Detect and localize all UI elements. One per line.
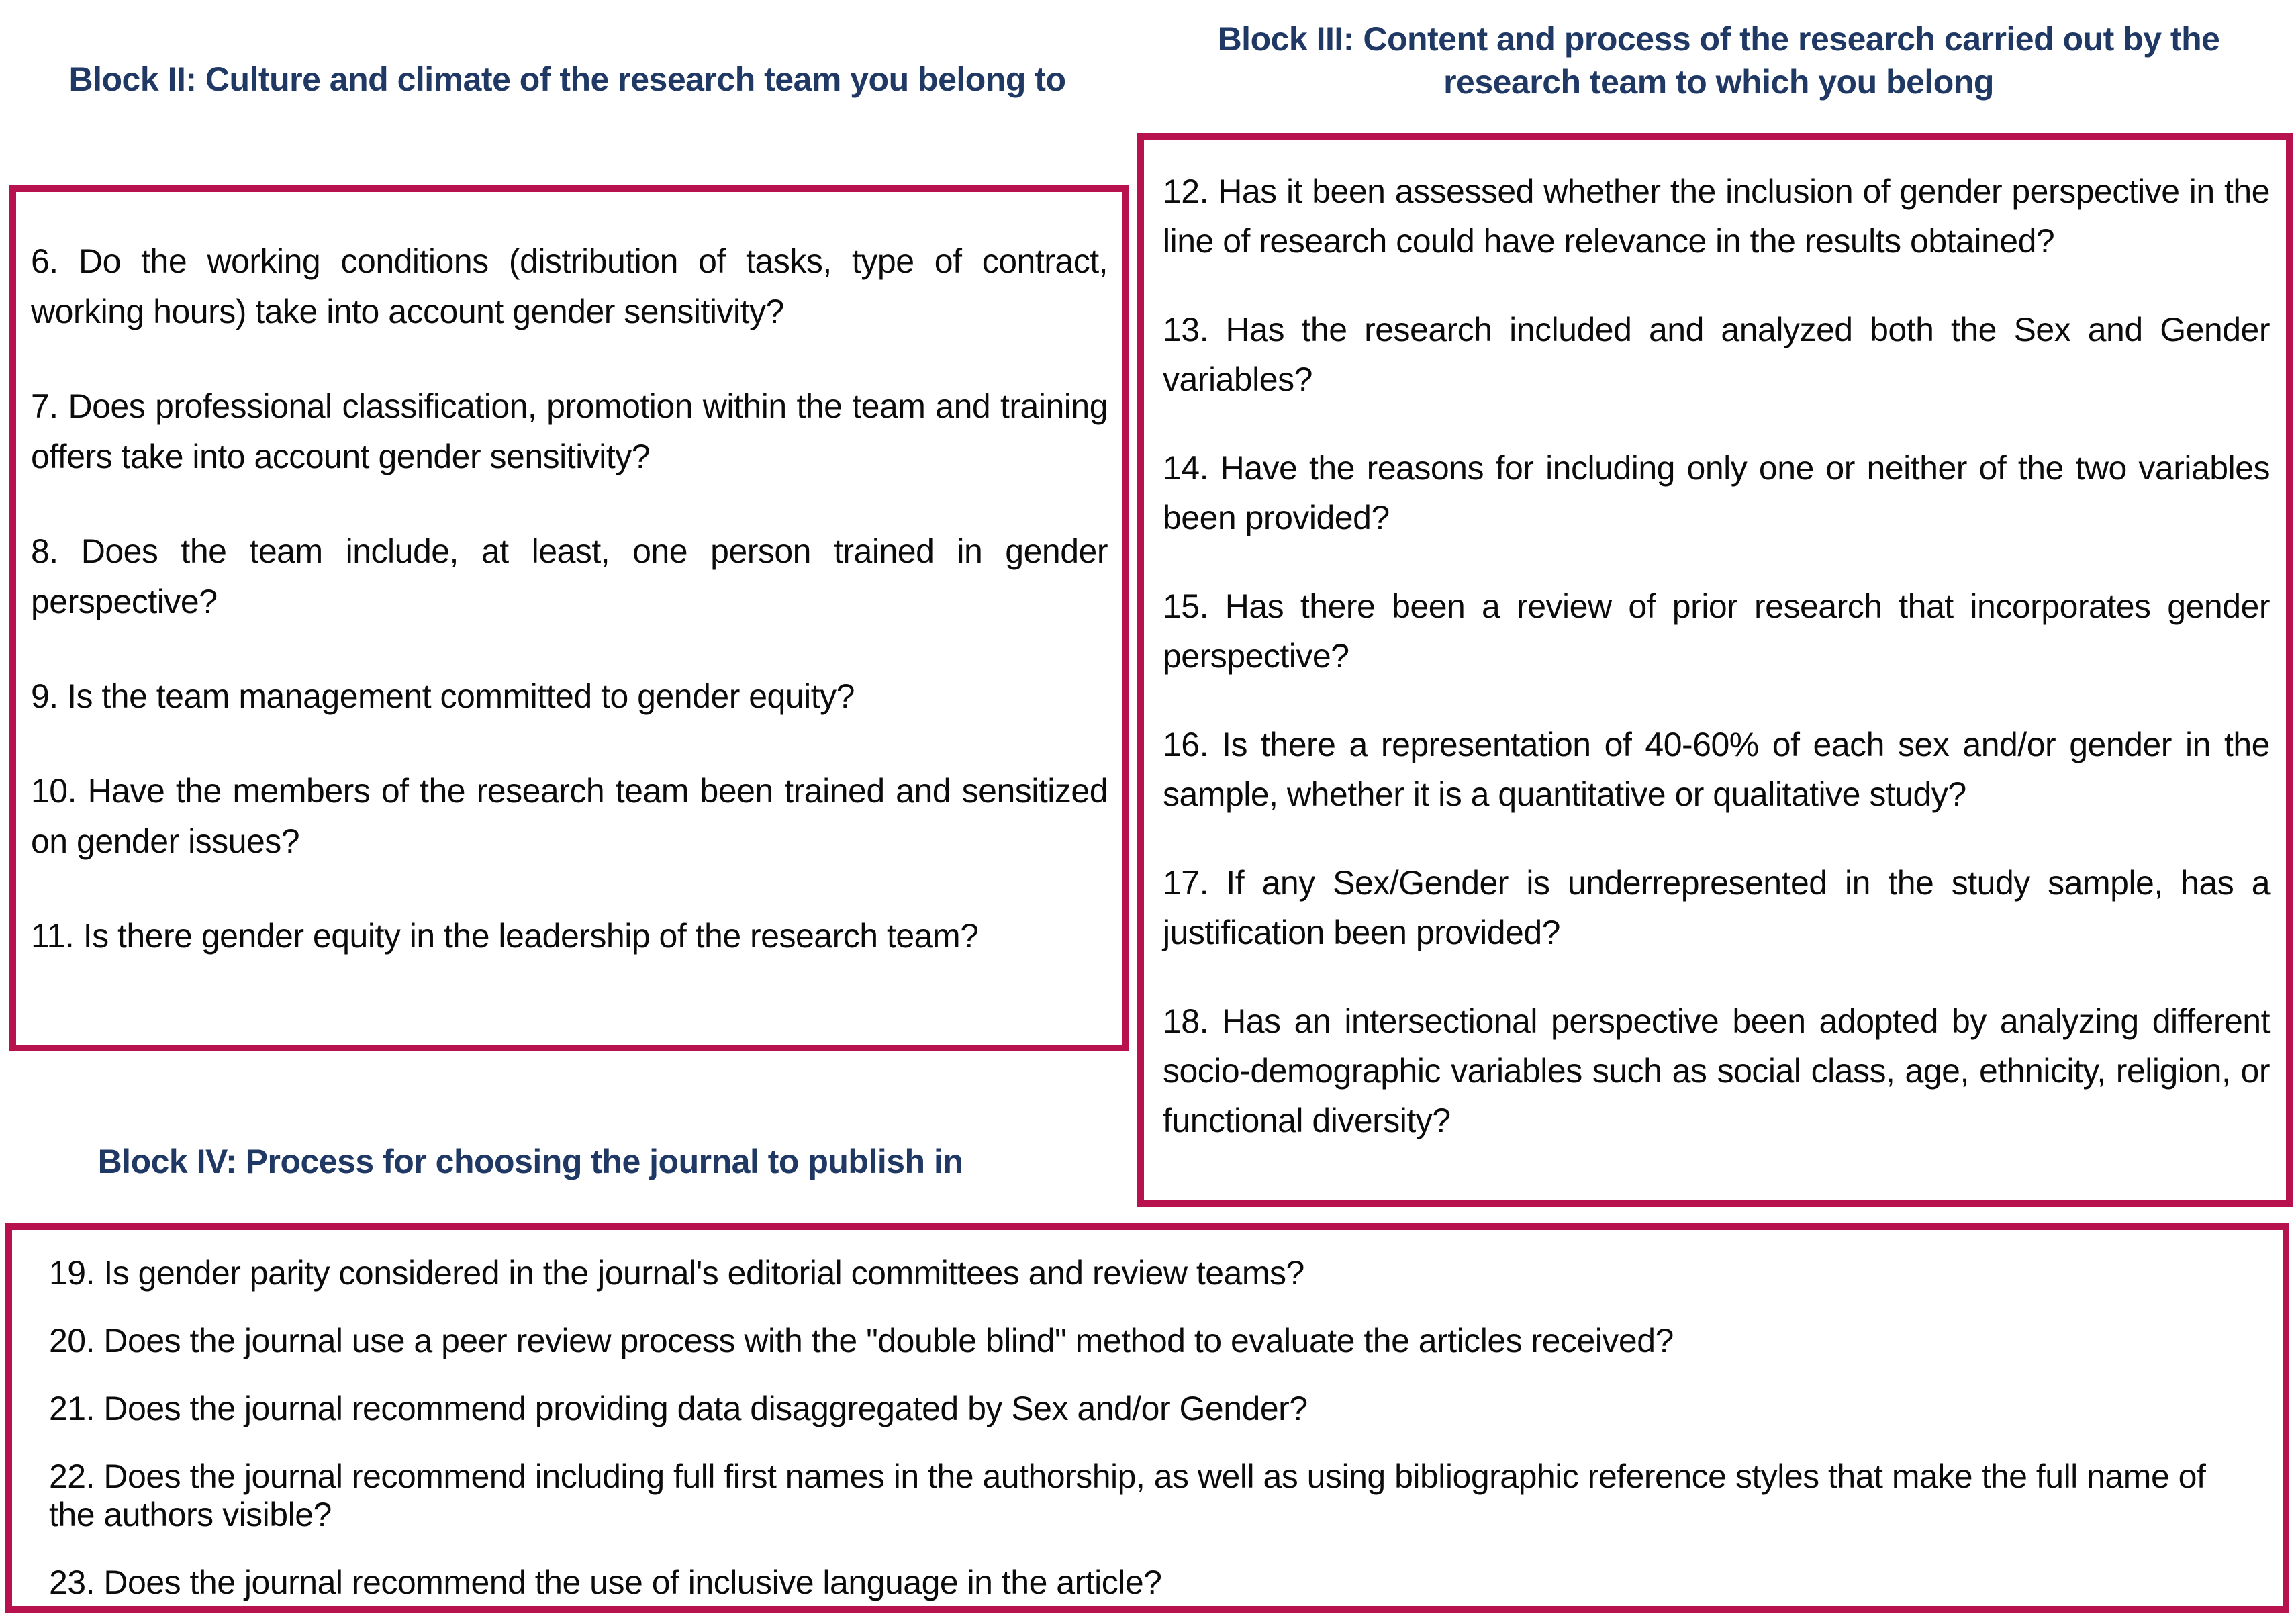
question-21: 21. Does the journal recommend providing data disaggregated by Sex and/or Gender? (49, 1390, 1308, 1427)
block2-title: Block II: Culture and climate of the research team you belong to (68, 60, 1066, 98)
question-12: 12. Has it been assessed whether the inclusion of gender perspective in the line of research could have relevance in the results obtained? (1163, 173, 2270, 260)
block4-title: Block IV: Process for choosing the journal to publish in (97, 1143, 963, 1180)
question-22: 22. Does the journal recommend including full first names in the authorship, as well as using bibliographic reference styles that make the full name of the authors visible? (49, 1458, 2206, 1533)
question-11: 11. Is there gender equity in the leadership of the research team? (31, 917, 979, 955)
question-14: 14. Have the reasons for including only one or neither of the two variables been provided? (1163, 449, 2270, 536)
question-8: 8. Does the team include, at least, one person trained in gender perspective? (31, 532, 1108, 620)
block4-questions-box (5, 1223, 2289, 1613)
question-15: 15. Has there been a review of prior research that incorporates gender perspective? (1163, 587, 2270, 675)
question-18: 18. Has an intersectional perspective been adopted by analyzing different socio-demographic variables such as social class, age, ethnicity, religion, or functional diversity? (1163, 1002, 2270, 1139)
block3-questions-box (1137, 133, 2293, 1207)
block3-title: Block III: Content and process of the research carried out by the research team to which you belong (1217, 20, 2220, 101)
question-16: 16. Is there a representation of 40-60% of each sex and/or gender in the sample, whether it is a quantitative or qualitative study? (1163, 726, 2270, 813)
question-7: 7. Does professional classification, promotion within the team and training offers take into account gender sensitivity? (31, 387, 1108, 475)
question-13: 13. Has the research included and analyzed both the Sex and Gender variables? (1163, 311, 2270, 398)
question-23: 23. Does the journal recommend the use of inclusive language in the article? (49, 1564, 1162, 1601)
question-9: 9. Is the team management committed to gender equity? (31, 677, 855, 715)
question-6: 6. Do the working conditions (distribution of tasks, type of contract, working hours) take into account gender sensitivity? (31, 242, 1108, 330)
block2-questions-box (9, 185, 1129, 1051)
question-19: 19. Is gender parity considered in the journal's editorial committees and review teams? (49, 1254, 1304, 1292)
question-20: 20. Does the journal use a peer review process with the "double blind" method to evaluate the articles received? (49, 1322, 1674, 1359)
question-10: 10. Have the members of the research team been trained and sensitized on gender issues? (31, 772, 1108, 860)
question-17: 17. If any Sex/Gender is underrepresented in the study sample, has a justification been provided? (1163, 864, 2270, 951)
